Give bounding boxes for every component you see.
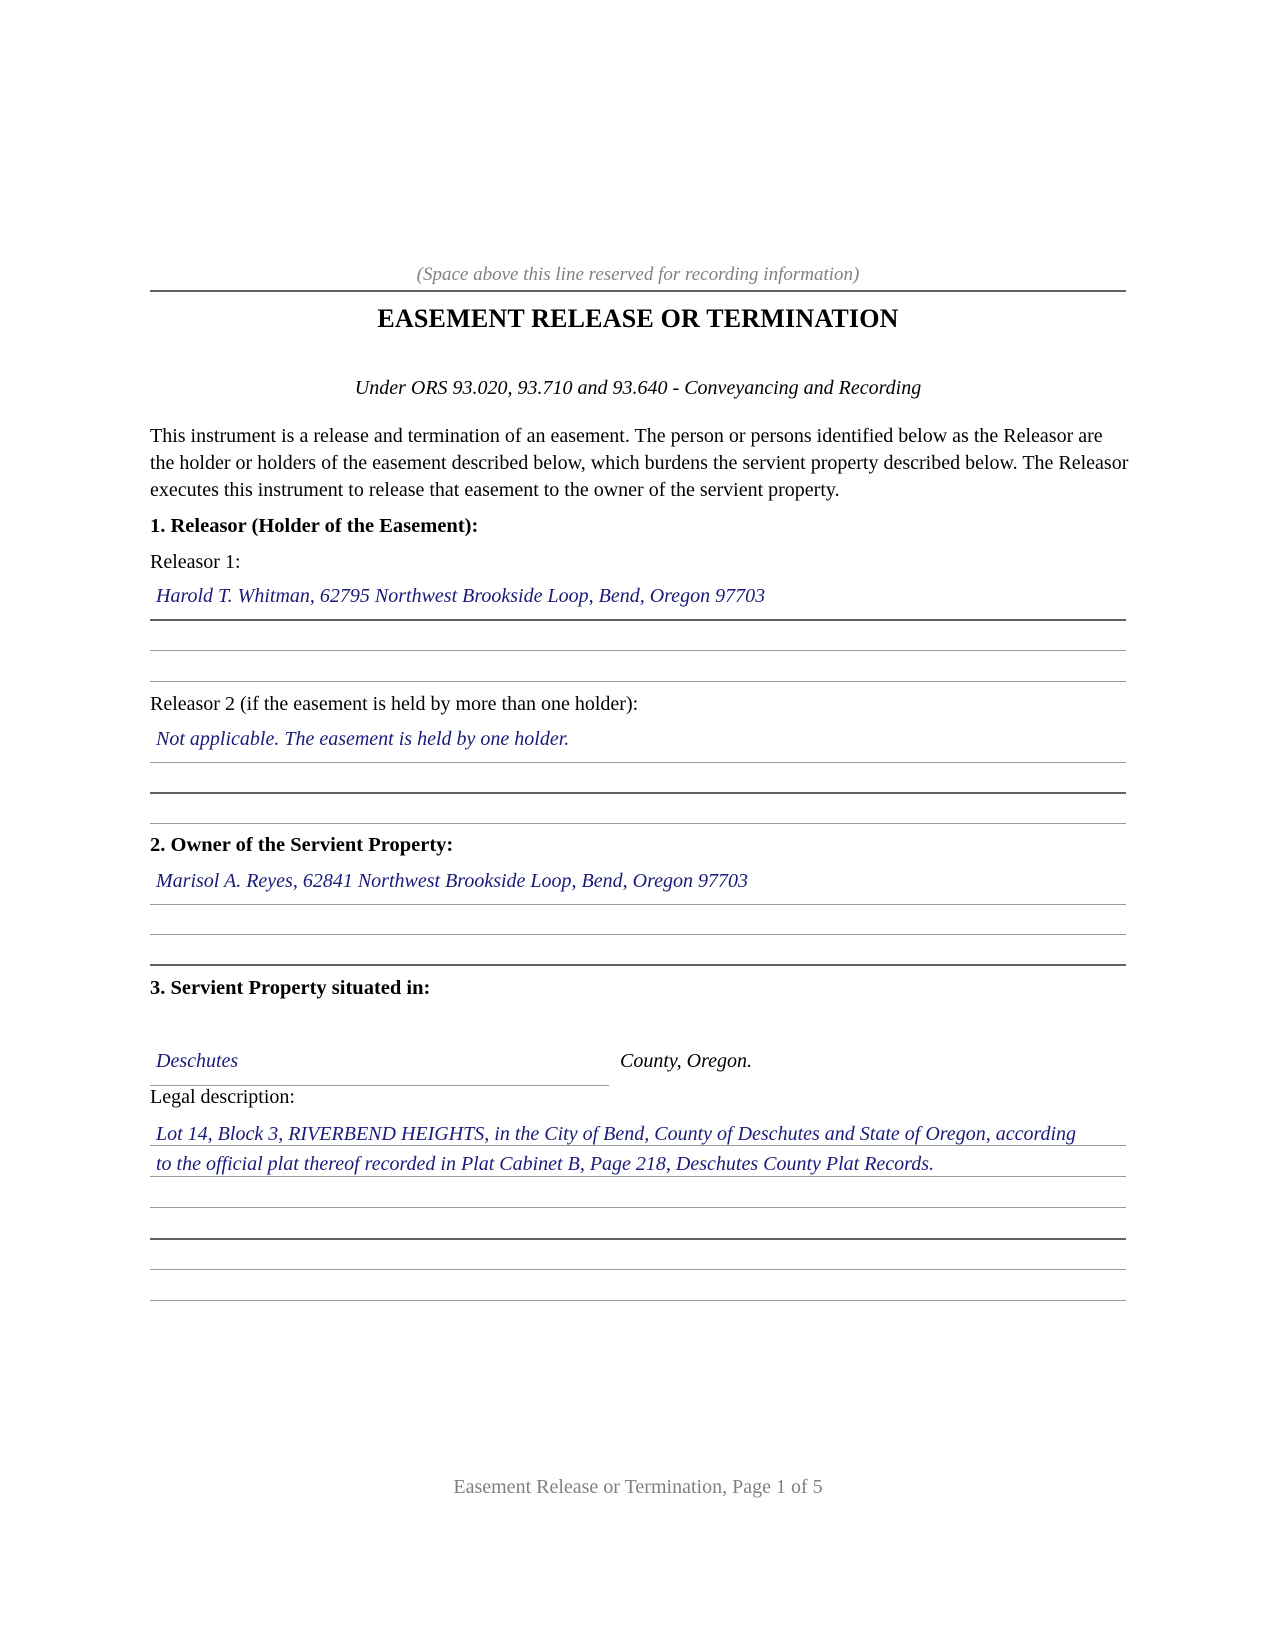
legal-blank-line bbox=[150, 1269, 1126, 1270]
owner-blank-line bbox=[150, 964, 1126, 966]
owner-field[interactable]: Marisol A. Reyes, 62841 Northwest Brookside Loop, Bend, Oregon 97703 bbox=[156, 870, 748, 892]
releasor-1-blank-line bbox=[150, 650, 1126, 651]
owner-blank-line bbox=[150, 934, 1126, 935]
releasor-1-blank-line bbox=[150, 681, 1126, 682]
recording-divider bbox=[150, 290, 1126, 292]
legal-blank-line bbox=[150, 1238, 1126, 1240]
county-suffix-label: County, Oregon. bbox=[620, 1050, 753, 1072]
releasor-2-field[interactable]: Not applicable. The easement is held by one holder. bbox=[156, 728, 570, 750]
releasor-1-line bbox=[150, 619, 1126, 621]
releasor-2-label: Releasor 2 (if the easement is held by more than one holder): bbox=[150, 693, 639, 715]
section-3-heading: 3. Servient Property situated in: bbox=[150, 977, 431, 999]
page-footer: Easement Release or Termination, Page 1 of 5 bbox=[453, 1476, 823, 1498]
intro-paragraph: This instrument is a release and termination of an easement. The person or persons identified below as the Releasor are the holder or holders of the easement described below, which burdens the servient property described below. The Releasor executes this instrument to release that easement to the owner of the servient property. bbox=[150, 425, 1129, 501]
recording-space-note: (Space above this line reserved for recording information) bbox=[416, 264, 860, 285]
releasor-1-label: Releasor 1: bbox=[150, 551, 241, 573]
releasor-2-line bbox=[150, 762, 1126, 763]
section-1-heading: 1. Releasor (Holder of the Easement): bbox=[150, 515, 479, 537]
releasor-1-field[interactable]: Harold T. Whitman, 62795 Northwest Brookside Loop, Bend, Oregon 97703 bbox=[156, 585, 766, 607]
county-field[interactable]: Deschutes bbox=[156, 1050, 239, 1072]
owner-line bbox=[150, 904, 1126, 905]
legal-description-line-1[interactable]: Lot 14, Block 3, RIVERBEND HEIGHTS, in the City of Bend, County of Deschutes and State of Oregon, according bbox=[156, 1123, 1077, 1145]
releasor-2-blank-line bbox=[150, 792, 1126, 794]
legal-line bbox=[150, 1176, 1126, 1177]
document-title: EASEMENT RELEASE OR TERMINATION bbox=[377, 304, 899, 333]
legal-description-line-2[interactable]: to the official plat thereof recorded in Plat Cabinet B, Page 218, Deschutes County Plat Records. bbox=[156, 1153, 935, 1175]
releasor-2-blank-line bbox=[150, 823, 1126, 824]
legal-blank-line bbox=[150, 1300, 1126, 1301]
section-2-heading: 2. Owner of the Servient Property: bbox=[150, 834, 454, 856]
legal-blank-line bbox=[150, 1207, 1126, 1208]
legal-line bbox=[150, 1145, 1126, 1146]
document-subtitle: Under ORS 93.020, 93.710 and 93.640 - Conveyancing and Recording bbox=[354, 377, 922, 399]
legal-description-label: Legal description: bbox=[150, 1086, 295, 1108]
